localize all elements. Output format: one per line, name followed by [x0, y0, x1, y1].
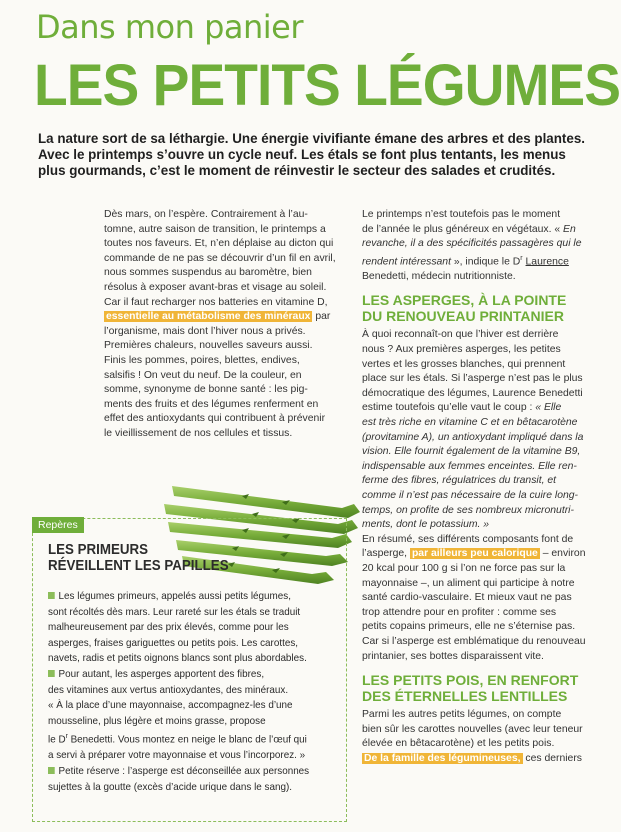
- box-title-line: LES PRIMEURS: [48, 542, 149, 558]
- bullet-square-icon: [48, 767, 55, 774]
- quote-fragment: rendent intéressant: [362, 256, 451, 268]
- lead-paragraph: [38, 131, 593, 179]
- lead-line: La nature sort de sa léthargie. Une énergie vivifiante émane des arbres et des plantes.: [38, 131, 585, 146]
- text-line: revanche, il a des spécificités passagères qui le: [362, 238, 582, 250]
- lead-line: Avec le printemps s’ouvre un cycle neuf. Les étals se font plus tentants, les menus: [38, 147, 566, 162]
- heading-line: LES PETITS POIS, EN RENFORT: [362, 672, 579, 689]
- text-line: a servi à préparer votre mayonnaise et vous l’incorporez. »: [48, 750, 306, 762]
- text-fragment: – environ: [539, 548, 586, 560]
- text-line: [48, 589, 326, 605]
- text-line: Finis les pommes, poires, blettes, endives,: [104, 354, 300, 366]
- text-line: est très riche en vitamine C et en bêtacarotène: [362, 417, 578, 428]
- text-line: [362, 752, 603, 767]
- box-body: [48, 589, 338, 795]
- column-left: [104, 208, 344, 442]
- box-tag: Repères: [32, 517, 84, 533]
- text-line: sont récoltés dès mars. Leur rareté sur les étals se traduit: [48, 606, 301, 618]
- text-line: nous ? Aux premières asperges, les petites: [362, 344, 561, 356]
- text-line: [362, 401, 603, 416]
- text-line: vision. Elle fournit également de la vitamine B9,: [362, 446, 581, 458]
- text-line: des vitamines aux vertus antioxydantes, des minéraux.: [48, 684, 289, 696]
- text-line: Le printemps n’est toutefois pas le moment: [362, 209, 561, 220]
- text-fragment: le D: [48, 734, 66, 746]
- text-line: l’organisme, mais dont l’hiver nous a privés.: [104, 325, 306, 337]
- text-line: trop attendre pour en profiter : comme ses: [362, 606, 557, 618]
- text-line: mayonnaise –, un aliment qui participe à notre: [362, 577, 575, 589]
- box-title-line: RÉVEILLENT LES PAPILLES: [48, 557, 229, 574]
- text-fragment: Pour autant, les asperges apportent des fibres,: [58, 668, 265, 680]
- section-heading-peas: [362, 673, 603, 704]
- text-line: asperges, fraises gariguettes ou petits pois. Les carottes,: [48, 637, 299, 649]
- heading-line: LES ASPERGES, À LA POINTE: [362, 292, 567, 309]
- superscript: r: [520, 254, 523, 262]
- text-line: [48, 764, 326, 780]
- bullet-square-icon: [48, 592, 55, 599]
- text-line: En résumé, ses différents composants font de: [362, 533, 574, 545]
- text-line: Premières chaleurs, nouvelles saveurs aussi.: [104, 340, 313, 352]
- quote-fragment: « Elle: [535, 402, 562, 414]
- text-line: 20 kcal pour 100 g si l’on ne force pas sur la: [362, 562, 566, 574]
- text-fragment: Petite réserve : l’asperge est déconseillée aux personnes: [58, 765, 310, 777]
- text-line: printanier, ses bottes disparaissent vite.: [362, 650, 544, 662]
- text-line: tomne, autre saison de transition, le printemps a: [104, 223, 326, 235]
- text-line: salsifis ! On veut du neuf. De la couleur, en: [104, 369, 302, 381]
- text-line: [362, 547, 603, 562]
- text-fragment: Benedetti. Vous montez en neige le blanc de l’œuf qui: [67, 734, 307, 746]
- text-line: Dès mars, on l’espère. Contrairement à l’au-: [104, 209, 308, 220]
- text-line: indispensable aux femmes enceintes. Elle ren-: [362, 460, 577, 472]
- text-fragment: par: [312, 311, 331, 323]
- highlight: De la famille des légumineuses,: [364, 752, 521, 764]
- text-line: élevée en bêtacarotène) et les petits pois.: [362, 738, 555, 750]
- highlight: essentielle au métabolisme des minéraux: [106, 311, 311, 323]
- text-line: [48, 667, 326, 683]
- text-line: Benedetti, médecin nutritionniste.: [362, 270, 516, 282]
- text-line: résolus à exposer avant-bras et visage au soleil.: [104, 281, 327, 293]
- text-line: sujettes à la goutte (excès d’acide urique dans le sang).: [48, 781, 292, 793]
- quote-fragment: En: [563, 223, 576, 235]
- bullet-square-icon: [48, 670, 55, 677]
- text-line: comme il n’est pas nécessaire de la cuire long-: [362, 489, 578, 501]
- text-fragment: estime toutefois qu’elle vaut le coup :: [362, 402, 533, 414]
- text-line: nous sommes suspendus au baromètre, bien: [104, 267, 312, 279]
- text-line: [362, 252, 603, 270]
- text-line: navets, radis et petits oignons blancs sont plus abordables.: [48, 653, 307, 665]
- text-fragment: Les légumes primeurs, appelés aussi petits légumes,: [58, 591, 291, 602]
- text-line: temps, on profite de ses nombreux micronutri-: [362, 504, 574, 516]
- text-line: Car il faut recharger nos batteries en vitamine D,: [104, 296, 328, 308]
- name-link: Laurence: [525, 256, 569, 268]
- text-line: Car si l’asperge est emblématique du renouveau: [362, 635, 586, 647]
- text-line: [48, 729, 326, 748]
- text-line: [362, 223, 603, 238]
- page-title: LES PETITS LÉGUMES: [34, 53, 621, 118]
- heading-line: DES ÉTERNELLES LENTILLES: [362, 687, 568, 704]
- text-line: malheureusement par des prix élevés, comme pour les: [48, 622, 289, 634]
- text-line: toutes nos faveurs. Et, n’en déplaise au dicton qui: [104, 238, 334, 250]
- text-line: commande de ne pas se découvrir d’un fil en avril,: [104, 252, 336, 264]
- text-line: effet des antioxydants qui contribuent à prévenir: [104, 413, 326, 425]
- text-line: démocratique des légumes, Laurence Benedetti: [362, 387, 583, 399]
- text-line: À quoi reconnaît-on que l’hiver est derrière: [362, 329, 559, 341]
- text-line: (provitamine A), un antioxydant impliqué dans la: [362, 431, 584, 443]
- superscript: r: [65, 733, 68, 741]
- text-line: bien sûr les carottes nouvelles (avec leur teneur: [362, 723, 583, 735]
- heading-line: DU RENOUVEAU PRINTANIER: [362, 307, 564, 324]
- section-kicker: Dans mon panier: [36, 8, 304, 46]
- text-line: ments, dont le potassium. »: [362, 519, 490, 531]
- text-fragment: l’asperge,: [362, 548, 408, 560]
- text-line: santé cardio-vasculaire. Et mieux vaut ne pas: [362, 592, 572, 604]
- text-line: ments des fruits et des légumes renferment en: [104, 398, 319, 410]
- text-line: place sur les étals. Si l’asperge n’est pas le plus: [362, 373, 583, 385]
- text-line: « À la place d’une mayonnaise, accompagnez-les d’une: [48, 700, 293, 712]
- column-right: [362, 208, 603, 766]
- text-fragment: », indique le D: [450, 256, 521, 268]
- box-title: [48, 543, 229, 574]
- text-line: vertes et les grosses blanches, qui prennent: [362, 358, 566, 370]
- section-heading-asparagus: [362, 293, 603, 324]
- text-line: le vieillissement de nos cellules et tissus.: [104, 427, 293, 439]
- text-fragment: ces derniers: [522, 752, 582, 764]
- text-line: ferme des fibres, régulatrices du transit, et: [362, 475, 557, 487]
- text-line: somme, synonyme de bonne santé : les pig-: [104, 384, 308, 396]
- text-fragment: de l’année le plus généreux en végétaux. «: [362, 223, 564, 235]
- highlight: par ailleurs peu calorique: [411, 548, 538, 560]
- text-line: Parmi les autres petits légumes, on compte: [362, 709, 562, 721]
- text-line: petits copains primeurs, elle ne s’éternise pas.: [362, 621, 576, 633]
- text-line: [104, 310, 344, 325]
- text-line: mousseline, plus légère et moins grasse, propose: [48, 715, 266, 727]
- lead-line: plus gourmands, c’est le moment de réinvestir le secteur des salades et crudités.: [38, 163, 556, 178]
